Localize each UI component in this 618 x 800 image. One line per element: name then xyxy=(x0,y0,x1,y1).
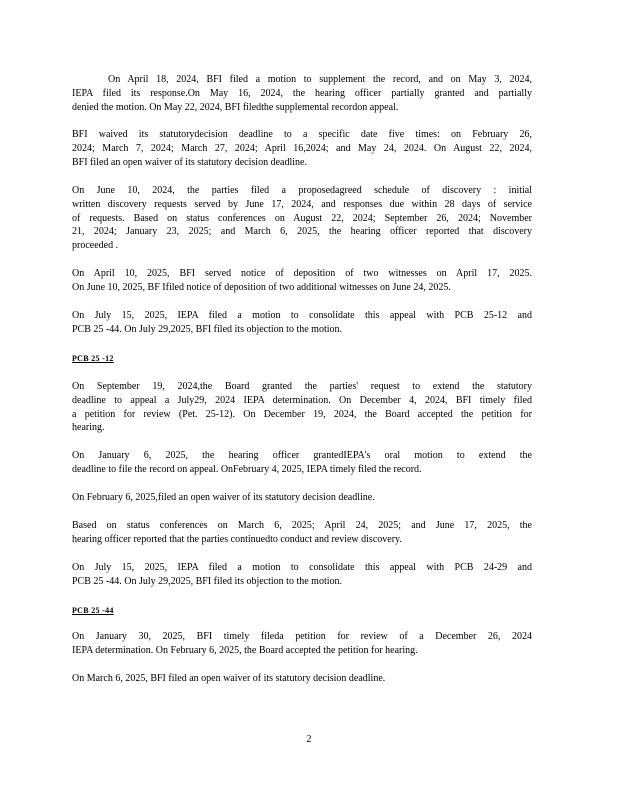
section-heading-pcb-25-44: PCB 25 -44 xyxy=(72,606,114,615)
text-line: written discovery requests served by June 17, 2024, and responses due within 28 days of service xyxy=(72,198,532,210)
text-line: deadline to file the record on appeal. OnFebruary 4, 2025, IEPA timely filed the record. xyxy=(72,463,422,475)
text-line: IEPA determination. On February 6, 2025, the Board accepted the petition for hearing. xyxy=(72,644,418,656)
text-line: of requests. Based on status conferences on August 22, 2024; September 26, 2024; November xyxy=(72,212,532,224)
paragraph-extend-deadline xyxy=(72,380,532,435)
text-line: On September 19, 2024,the Board granted the parties' request to extend the statutory xyxy=(72,381,532,392)
text-line: Based on status conferences on March 6, 2025; April 24, 2025; and June 17, 2025, the xyxy=(72,520,532,531)
text-line: On January 6, 2025, the hearing officer grantedIEPA's oral motion to extend the xyxy=(72,450,532,461)
text-line: 2024; March 7, 2024; March 27, 2024; April 16,2024; and May 24, 2024. On August 22, 2024, xyxy=(72,142,532,154)
text-line: PCB 25 -44. On July 29,2025, BFI filed its objection to the motion. xyxy=(72,323,342,335)
text-line: On April 10, 2025, BFI served notice of deposition of two witnesses on April 17, 2025. xyxy=(72,268,532,279)
text-line: 21, 2024; January 23, 2025; and March 6, 2025, the hearing officer reported that discovery xyxy=(72,226,532,238)
paragraph-open-waiver-march xyxy=(72,672,532,686)
paragraph-consolidate-motion-2 xyxy=(72,561,532,589)
paragraph-record-on-appeal xyxy=(72,449,532,477)
text-line: PCB 25 -44. On July 29,2025, BFI filed its objection to the motion. xyxy=(72,575,342,587)
paragraph-petition-review xyxy=(72,630,532,658)
paragraph-consolidate-motion xyxy=(72,309,532,337)
paragraph-depositions xyxy=(72,267,532,295)
text-line: On July 15, 2025, IEPA filed a motion to consolidate this appeal with PCB 25-12 and xyxy=(72,310,532,321)
text-line: On February 6, 2025,filed an open waiver of its statutory decision deadline. xyxy=(72,492,375,503)
text-line: proceeded . xyxy=(72,240,119,252)
text-line: On January 30, 2025, BFI timely fileda petition for review of a December 26, 2024 xyxy=(72,631,532,642)
text-line: deadline to appeal a July29, 2024 IEPA determination. On December 4, 2024, BFI timely filed xyxy=(72,394,532,406)
paragraph-waivers xyxy=(72,128,532,169)
text-line: On July 15, 2025, IEPA filed a motion to consolidate this appeal with PCB 24-29 and xyxy=(72,562,532,573)
text-line: On June 10, 2025, BF Ifiled notice of deposition of two additional witnesses on June 24, 2025. xyxy=(72,281,451,293)
text-line: IEPA filed its response.On May 16, 2024, the hearing officer partially granted and partially xyxy=(72,87,532,99)
text-line: BFI waived its statutorydecision deadline to a specific date five times: on February 26, xyxy=(72,129,532,140)
paragraph-open-waiver-feb xyxy=(72,491,532,505)
text-line: denied the motion. On May 22, 2024, BFI filedthe supplemental recordon appeal. xyxy=(72,101,399,113)
section-heading-pcb-25-12: PCB 25 -12 xyxy=(72,354,114,363)
text-line: On April 18, 2024, BFI filed a motion to supplement the record, and on May 3, 2024, xyxy=(108,74,532,85)
page-number: 2 xyxy=(306,734,312,745)
paragraph-status-conferences xyxy=(72,519,532,547)
text-line: On March 6, 2025, BFI filed an open waiver of its statutory decision deadline. xyxy=(72,673,386,684)
paragraph-discovery-schedule xyxy=(72,184,532,253)
text-line: hearing officer reported that the parties continuedto conduct and review discovery. xyxy=(72,533,402,545)
text-line: BFI filed an open waiver of its statutory decision deadline. xyxy=(72,156,307,168)
text-line: a petition for review (Pet. 25-12). On December 19, 2024, the Board accepted the petition for xyxy=(72,408,532,420)
text-line: On June 10, 2024, the parties filed a proposedagreed schedule of discovery : initial xyxy=(72,185,532,196)
paragraph-supplement-record xyxy=(72,73,532,114)
text-line: hearing. xyxy=(72,422,105,434)
